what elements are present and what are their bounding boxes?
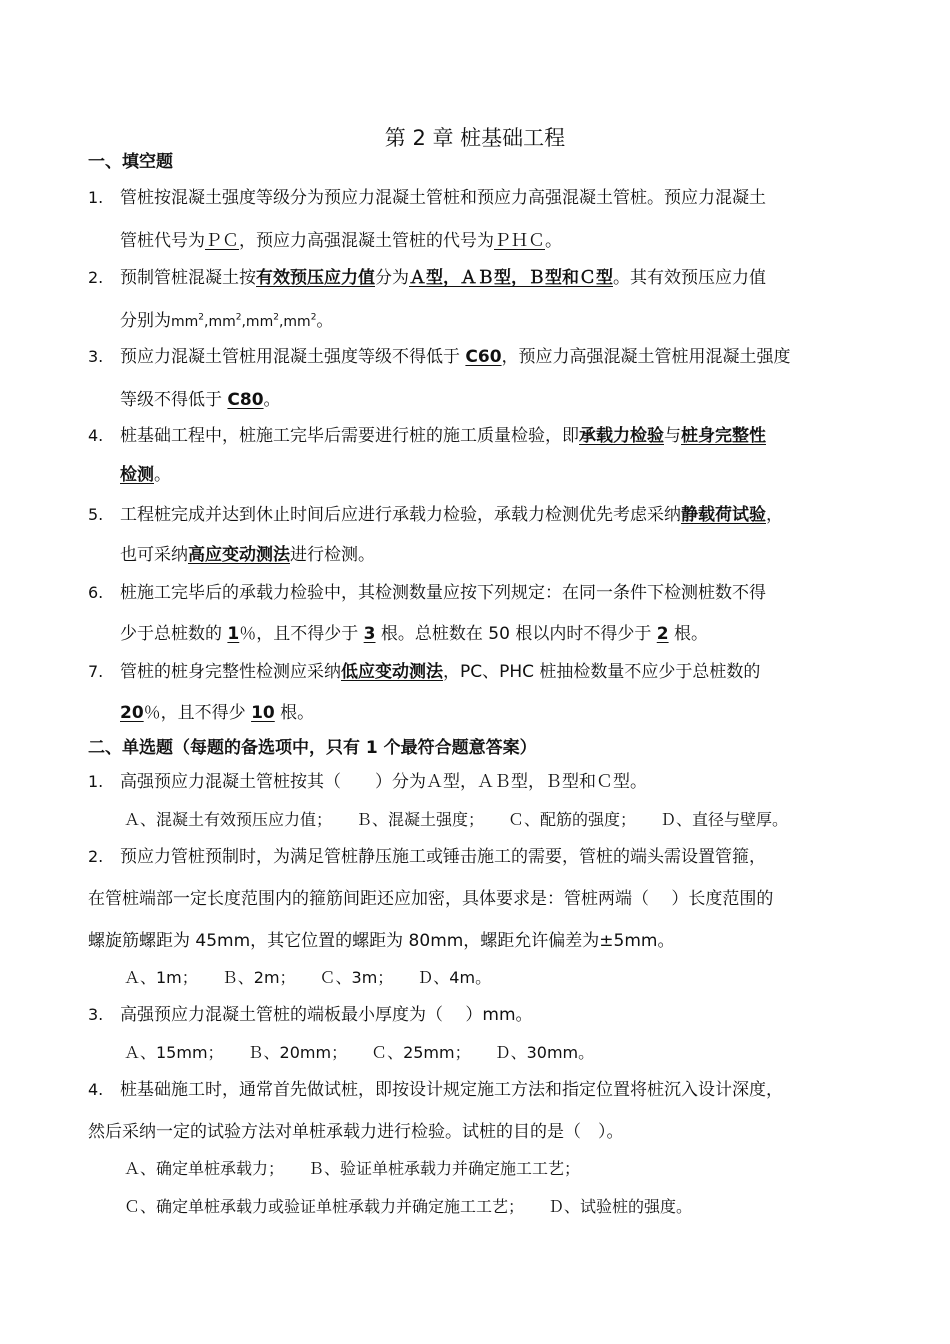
item-6-line-2: 少于总桩数的 1％，且不得少于 3 根。总桩数在 50 根以内时不得少于 2 根。 — [120, 624, 708, 644]
item-number: 5. — [88, 505, 104, 524]
question-2-options: Ａ、1m； Ｂ、2m； Ｃ、3m； Ｄ、4m。 — [124, 968, 492, 987]
item-5-line-2: 也可采纳高应变动测法进行检测。 — [120, 545, 375, 565]
item-number: 4. — [88, 426, 104, 445]
question-number: 2. — [88, 847, 104, 866]
answer-blank: 承载力检验 — [579, 426, 664, 446]
section-heading-single-choice: 二、单选题（每题的备选项中，只有 1 个最符合题意答案） — [88, 738, 537, 758]
item-number: 2. — [88, 268, 104, 287]
answer-blank: 检测 — [120, 465, 154, 485]
answer-blank: 静载荷试验 — [681, 505, 766, 525]
answer-blank: 有效预压应力值 — [256, 268, 375, 288]
item-4-line-1: 桩基础工程中，桩施工完毕后需要进行桩的施工质量检验，即承载力检验与桩身完整性 — [120, 426, 766, 446]
question-number: 3. — [88, 1005, 104, 1024]
question-4-line-1: 桩基础施工时，通常首先做试桩，即按设计规定施工方法和指定位置将桩沉入设计深度， — [120, 1080, 783, 1100]
item-2-line-1: 预制管桩混凝土按有效预压应力值分为Ａ型，ＡＢ型，Ｂ型和Ｃ型。其有效预压应力值 — [120, 268, 766, 288]
item-3-line-1: 预应力混凝土管桩用混凝土强度等级不得低于 C60，预应力高强混凝土管桩用混凝土强度 — [120, 347, 791, 367]
answer-blank: Ａ型，ＡＢ型，Ｂ型和Ｃ型 — [409, 268, 613, 288]
item-number: 1. — [88, 188, 104, 207]
answer-blank: 桩身完整性 — [681, 426, 766, 446]
item-2-line-2: 分别为$mm^2,mm^2,mm^2,mm^2$。 — [120, 311, 334, 331]
question-number: 1. — [88, 772, 104, 791]
answer-blank: 低应变动测法 — [341, 662, 443, 682]
answer-blank: 10 — [251, 703, 275, 723]
question-4-options-1: Ａ、确定单桩承载力； Ｂ、验证单桩承载力并确定施工工艺； — [124, 1159, 581, 1178]
question-1-options: Ａ、混凝土有效预压应力值； Ｂ、混凝土强度； Ｃ、配筋的强度； Ｄ、直径与壁厚。 — [124, 810, 789, 829]
question-1-stem: 高强预应力混凝土管桩按其（ ）分为Ａ型，ＡＢ型，Ｂ型和Ｃ型。 — [120, 772, 647, 792]
answer-blank: 高应变动测法 — [188, 545, 290, 565]
item-number: 3. — [88, 347, 104, 366]
question-2-line-1: 预应力管桩预制时，为满足管桩静压施工或锤击施工的需要，管桩的端头需设置管箍， — [120, 847, 766, 867]
item-7-line-1: 管桩的桩身完整性检测应采纳低应变动测法，PC、PHC 桩抽检数量不应少于总桩数的 — [120, 662, 761, 682]
item-number: 6. — [88, 583, 104, 602]
item-6-line-1: 桩施工完毕后的承载力检验中，其检测数量应按下列规定：在同一条件下检测桩数不得 — [120, 583, 766, 603]
answer-blank: 3 — [363, 624, 376, 644]
question-4-line-2: 然后采纳一定的试验方法对单桩承载力进行检验。试桩的目的是（ ）。 — [88, 1122, 624, 1142]
answer-blank: ＰＣ — [205, 231, 239, 251]
answer-blank: ＰＨＣ — [494, 231, 545, 251]
answer-blank: 20 — [120, 703, 144, 723]
question-2-line-3: 螺旋筋螺距为 45mm，其它位置的螺距为 80mm，螺距允许偏差为±5mm。 — [88, 931, 675, 951]
question-2-line-2: 在管桩端部一定长度范围内的箍筋间距还应加密，具体要求是：管桩两端（ ）长度范围的 — [88, 889, 774, 909]
item-1-line-1: 管桩按混凝土强度等级分为预应力混凝土管桩和预应力高强混凝土管桩。预应力混凝土 — [120, 188, 766, 208]
answer-blank: 2 — [656, 624, 669, 644]
answer-blank: 1 — [227, 624, 240, 644]
item-number: 7. — [88, 662, 104, 681]
section-heading-fill-in: 一、填空题 — [88, 152, 173, 172]
question-3-options: Ａ、15mm； Ｂ、20mm； Ｃ、25mm； Ｄ、30mm。 — [124, 1043, 595, 1062]
answer-blank: C80 — [227, 390, 264, 410]
item-1-line-2: 管桩代号为ＰＣ，预应力高强混凝土管桩的代号为ＰＨＣ。 — [120, 231, 562, 251]
item-5-line-1: 工程桩完成并达到休止时间后应进行承载力检验，承载力检测优先考虑采纳静载荷试验， — [120, 505, 783, 525]
answer-blank: C60 — [465, 347, 502, 367]
question-number: 4. — [88, 1080, 104, 1099]
question-3-stem: 高强预应力混凝土管桩的端板最小厚度为（ ）mm。 — [120, 1005, 533, 1025]
item-3-line-2: 等级不得低于 C80。 — [120, 390, 281, 410]
chapter-title: 第 2 章 桩基础工程 — [384, 126, 566, 150]
item-4-line-2: 检测。 — [120, 465, 171, 485]
question-4-options-2: Ｃ、确定单桩承载力或验证单桩承载力并确定施工工艺； Ｄ、试验桩的强度。 — [124, 1197, 693, 1216]
item-7-line-2: 20％，且不得少 10 根。 — [120, 703, 315, 723]
